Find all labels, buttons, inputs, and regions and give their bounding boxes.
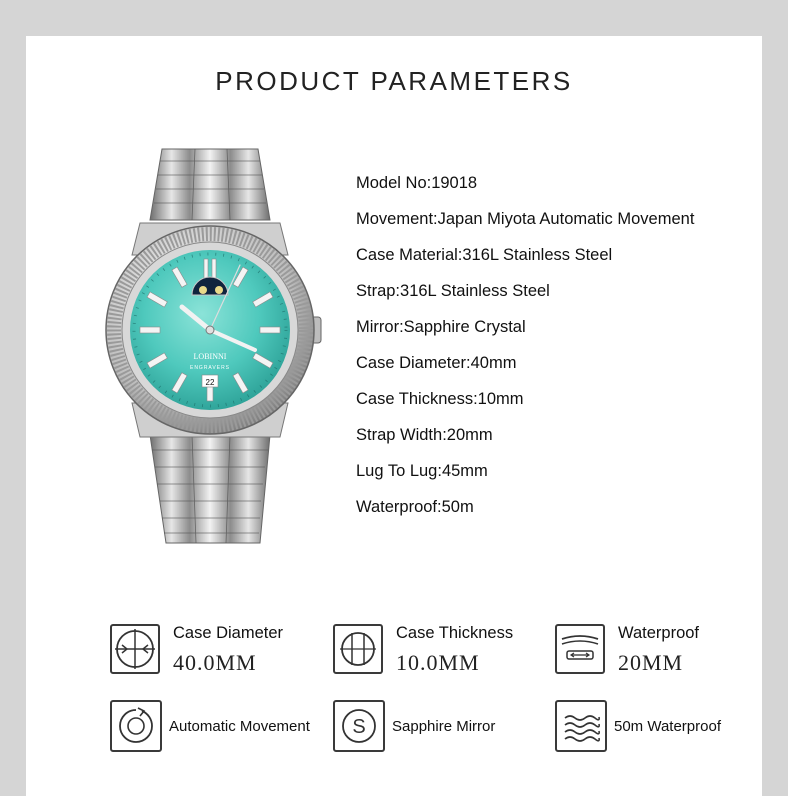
case-diameter-icon <box>110 624 160 674</box>
feature-automatic-movement <box>110 700 310 752</box>
feature-value: 20MM <box>618 650 684 675</box>
spec-movement: Movement:Japan Miyota Automatic Movement <box>356 210 695 228</box>
watch-subtitle: ENGRAVERS <box>189 365 231 371</box>
waves-icon <box>555 700 607 752</box>
feature-sapphire-mirror <box>333 700 495 752</box>
feature-50m-waterproof <box>555 700 721 752</box>
page-title: PRODUCT PARAMETERS <box>215 66 573 96</box>
spec-list <box>356 172 694 532</box>
spec-model: Model No:19018 <box>356 174 478 192</box>
feature-value: 10.0MM <box>396 650 480 675</box>
feature-label: Automatic Movement <box>169 717 310 735</box>
spec-lug-to-lug: Lug To Lug:45mm <box>356 462 488 480</box>
feature-label: Case Thickness <box>396 624 514 642</box>
spec-case-diameter: Case Diameter:40mm <box>356 354 517 372</box>
watch-brand: LOBINNI <box>193 352 227 361</box>
spec-case-material: Case Material:316L Stainless Steel <box>356 246 613 264</box>
spec-case-thickness: Case Thickness:10mm <box>356 390 524 408</box>
feature-waterproof-depth <box>555 623 699 675</box>
sapphire-letter: S <box>352 716 366 738</box>
feature-label: 50m Waterproof <box>614 717 721 735</box>
feature-value: 40.0MM <box>173 650 257 675</box>
waterproof-icon <box>555 624 605 674</box>
spec-strap: Strap:316L Stainless Steel <box>356 282 550 300</box>
spec-strap-width: Strap Width:20mm <box>356 426 493 444</box>
watch-date: 22 <box>205 378 215 387</box>
automatic-movement-icon <box>110 700 162 752</box>
sapphire-mirror-icon <box>333 700 385 752</box>
feature-label: Case Diameter <box>173 624 284 642</box>
feature-label: Waterproof <box>618 624 700 642</box>
feature-case-diameter <box>110 623 283 675</box>
feature-case-thickness <box>333 623 513 675</box>
case-thickness-icon <box>333 624 383 674</box>
spec-mirror: Mirror:Sapphire Crystal <box>356 318 526 336</box>
feature-label: Sapphire Mirror <box>392 717 496 735</box>
spec-waterproof: Waterproof:50m <box>356 498 474 516</box>
watch-image <box>100 145 330 545</box>
